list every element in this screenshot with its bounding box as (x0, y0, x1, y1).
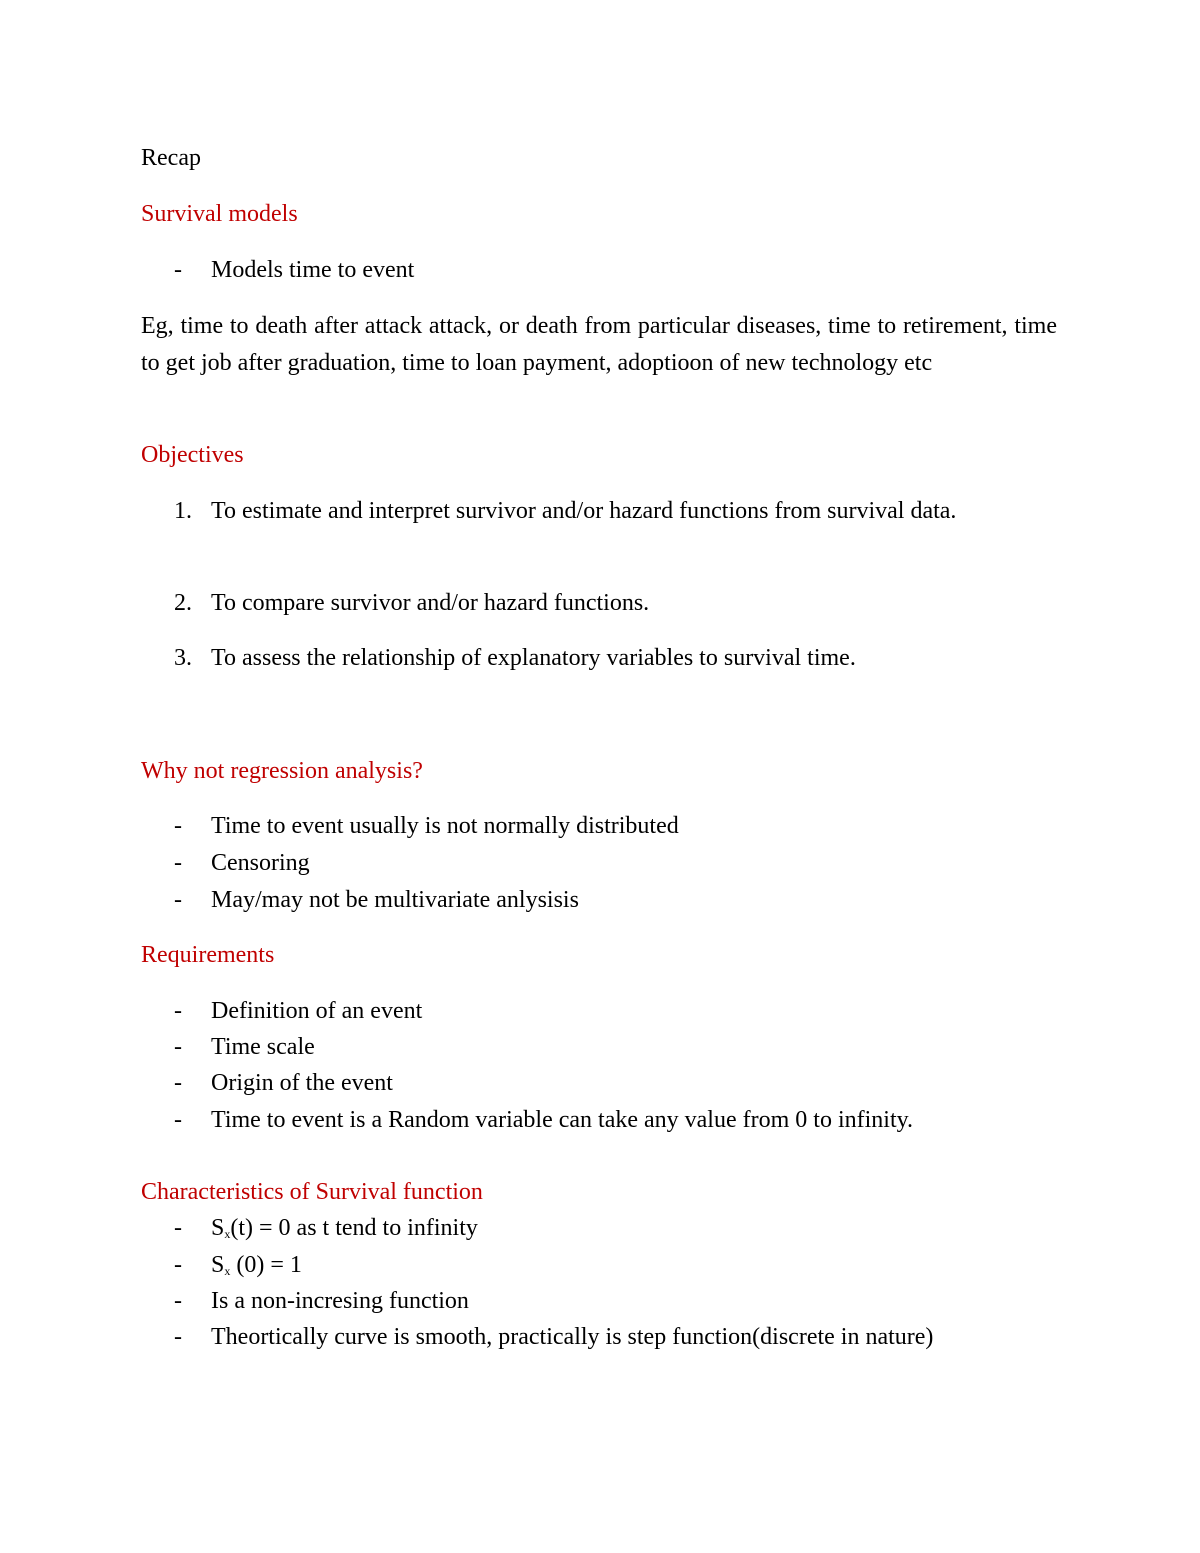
list-item-text: To assess the relationship of explanatory variables to survival time. (211, 645, 856, 671)
bullet-dash: - (174, 1034, 182, 1060)
list-item (174, 811, 679, 841)
formula-subscript: x (224, 1264, 231, 1278)
list-item (174, 1322, 933, 1352)
bullet-dash: - (174, 257, 182, 283)
bullet-dash: - (174, 1324, 182, 1350)
requirements-heading: Requirements (141, 942, 275, 968)
list-number: 3. (174, 645, 192, 671)
list-item (174, 255, 414, 285)
bullet-dash: - (174, 1252, 182, 1278)
formula-symbol: S (211, 1215, 225, 1241)
list-item (174, 1105, 913, 1135)
list-item (174, 1213, 478, 1243)
bullet-dash: - (174, 1070, 182, 1096)
list-item-text: Time to event usually is not normally distributed (211, 813, 679, 839)
why-not-regression-heading: Why not regression analysis? (141, 758, 423, 784)
characteristics-heading: Characteristics of Survival function (141, 1179, 483, 1205)
list-item (174, 1286, 469, 1316)
list-item (174, 885, 579, 915)
bullet-dash: - (174, 850, 182, 876)
list-item-text: Is a non-incresing function (211, 1288, 469, 1314)
bullet-dash: - (174, 1107, 182, 1133)
list-number: 2. (174, 590, 192, 616)
list-item-text: May/may not be multivariate anlysisis (211, 887, 579, 913)
list-number: 1. (174, 498, 192, 524)
list-item (174, 1068, 393, 1098)
list-item-text: (t) = 0 as t tend to infinity (230, 1215, 478, 1241)
recap-title: Recap (141, 145, 201, 171)
bullet-dash: - (174, 1288, 182, 1314)
formula-symbol: S (211, 1252, 225, 1278)
list-item-text: Origin of the event (211, 1070, 393, 1096)
survival-models-heading: Survival models (141, 201, 298, 227)
list-item-text: (0) = 1 (230, 1252, 302, 1278)
list-item (174, 996, 422, 1026)
list-item-text: Time to event is a Random variable can take any value from 0 to infinity. (211, 1107, 914, 1133)
bullet-dash: - (174, 998, 182, 1024)
list-item-text: Models time to event (211, 257, 415, 283)
list-item (174, 1250, 302, 1280)
list-item-text: To compare survivor and/or hazard functions. (211, 590, 650, 616)
objective-item-1 (174, 494, 1057, 529)
list-item-text: Theortically curve is smooth, practically is step function(discrete in nature) (211, 1324, 934, 1350)
objectives-heading: Objectives (141, 442, 244, 468)
list-item-text: To estimate and interpret survivor and/or hazard functions from survival data. (211, 498, 957, 524)
example-paragraph: Eg, time to death after attack attack, or death from particular diseases, time to retirement, time to get job after graduation, time to loan payment, adoptioon of new technology etc (141, 313, 1057, 376)
list-item (174, 1032, 315, 1062)
list-item (174, 848, 310, 878)
bullet-dash: - (174, 1215, 182, 1241)
objective-item-3 (174, 641, 1057, 676)
formula-subscript: x (224, 1227, 231, 1241)
bullet-dash: - (174, 813, 182, 839)
objective-item-2 (174, 586, 1057, 621)
list-item-text: Definition of an event (211, 998, 423, 1024)
list-item-text: Censoring (211, 850, 310, 876)
list-item-text: Time scale (211, 1034, 315, 1060)
bullet-dash: - (174, 887, 182, 913)
